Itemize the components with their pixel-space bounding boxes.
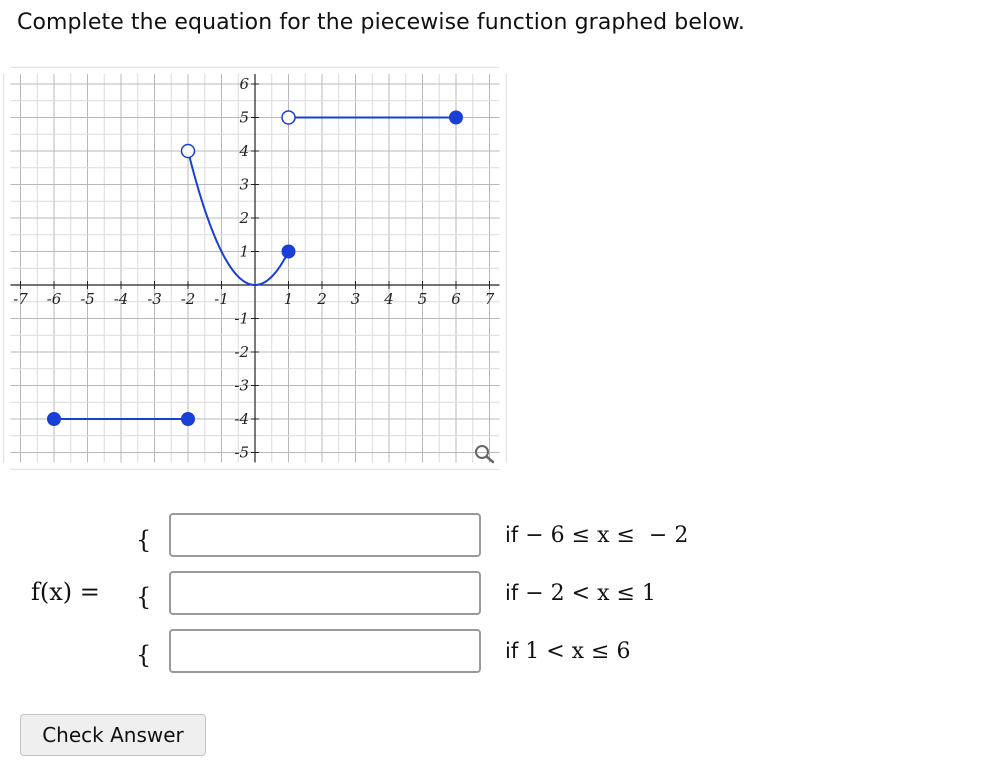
y-tick-label: 1 [239,242,249,261]
check-answer-button[interactable]: Check Answer [20,714,206,756]
x-tick-label: 5 [417,290,428,308]
closed-endpoint [181,412,195,426]
x-tick-label: 2 [317,290,327,308]
brace-1: { [136,526,152,554]
y-tick-label: 4 [239,142,249,160]
magnifier-icon[interactable] [472,443,498,465]
x-tick-label: 6 [451,290,461,308]
x-tick-label: -6 [46,290,62,308]
piece-3-input[interactable] [169,629,481,673]
open-endpoint [282,111,295,124]
x-tick-label: -5 [80,290,95,308]
y-tick-label: 5 [239,108,249,127]
brace-2: { [136,583,152,611]
piece-3-if: if [505,639,519,663]
x-tick-label: 3 [350,290,361,308]
closed-endpoint [449,111,463,125]
y-tick-label: -1 [234,309,249,328]
piece-1-inequality: − 6 ≤ x ≤ − 2 [518,523,689,548]
y-tick-label: -4 [234,410,249,428]
y-tick-label: -5 [234,443,249,462]
closed-endpoint [47,412,61,426]
y-tick-label: 6 [239,75,249,93]
y-tick-label: 2 [239,209,249,227]
x-tick-label: -2 [180,290,196,308]
piece-2-inequality: − 2 < x ≤ 1 [518,581,656,606]
piece-3-inequality: 1 < x ≤ 6 [518,639,631,664]
open-endpoint [182,145,195,158]
piece-1-input[interactable] [169,513,481,557]
brace-3: { [136,641,152,669]
prompt-text: Complete the equation for the piecewise function graphed below. [17,10,745,35]
x-tick-label: -4 [113,290,129,308]
y-tick-label: -3 [234,376,249,395]
piece-1-if: if [505,523,519,547]
piece-3-condition [505,639,630,664]
closed-endpoint [282,245,296,259]
x-tick-label: 1 [283,290,294,308]
x-tick-label: -7 [13,290,28,308]
x-tick-label: 4 [384,290,394,308]
piece-2-condition [505,581,656,606]
piece-1-condition [505,523,688,548]
x-tick-label: -1 [214,290,229,308]
x-tick-label: -3 [147,290,162,308]
x-tick-label: 7 [484,290,495,308]
piece-2-input[interactable] [169,571,481,615]
y-tick-label: -2 [234,343,249,361]
piece-2-if: if [505,581,519,605]
y-tick-label: 3 [239,175,249,194]
function-label: f(x) = [31,578,100,606]
